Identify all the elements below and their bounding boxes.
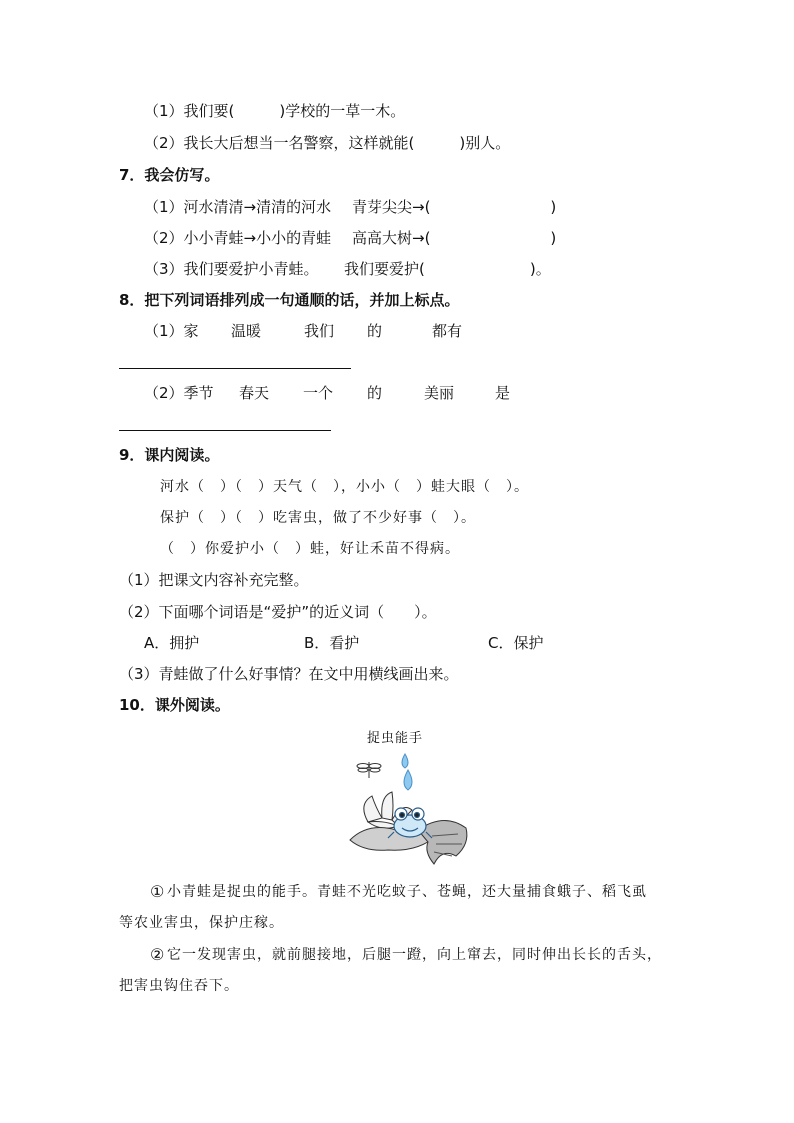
q7-item1a: （1）河水清清→清清的河水 [144,198,332,216]
q9-option-a[interactable]: A．拥护 [144,634,200,652]
q8-item2-word: 的 [367,384,383,402]
q9-title: 9．课内阅读。 [119,446,220,464]
q9-sub1: （1）把课文内容补充完整。 [119,571,309,589]
q8-answer-line-1[interactable] [119,368,351,369]
q8-item2-word: 春天 [239,384,270,402]
water-drop-icon [402,754,412,790]
q8-item2-num: （2）季节 [144,384,214,402]
q8-title: 8．把下列词语排列成一句通顺的话，并加上标点。 [119,291,460,309]
q8-item1-word: 的 [367,322,383,340]
q8-item1-num: （1）家 [144,322,199,340]
q9-sub3: （3）青蛙做了什么好事情？在文中用横线画出来。 [119,665,459,683]
q8-item2-word: 一个 [303,384,334,402]
q9-sub2: （2）下面哪个词语是“爱护”的近义词（ ）。 [119,603,437,621]
q8-item1-word: 我们 [304,322,335,340]
q8-answer-line-2[interactable] [119,430,331,431]
q10-title: 10．课外阅读。 [119,696,230,714]
q6-item1: （1）我们要( )学校的一草一木。 [144,102,406,120]
paragraph-1-number: ① [150,882,166,901]
q7-title: 7．我会仿写。 [119,166,220,184]
q7-item2a: （2）小小青蛙→小小的青蛙 [144,229,332,247]
q9-poem-line2: 保护（ ）（ ）吃害虫，做了不少好事（ ）。 [160,510,476,526]
q8-item2-word: 是 [495,384,511,402]
q6-item2: （2）我长大后想当一名警察，这样就能( )别人。 [144,134,511,152]
paragraph-2-number: ② [150,945,166,964]
dragonfly-icon [357,762,381,778]
q9-poem-line1: 河水（ ）（ ）天气（ ），小小（ ）蛙大眼（ ）。 [160,479,529,495]
q8-item2-word: 美丽 [424,384,455,402]
frog-lotus-illustration [348,752,473,870]
q7-item3a: （3）我们要爱护小青蛙。 [144,260,319,278]
paragraph-1-line2: 等农业害虫，保护庄稼。 [119,915,284,931]
q8-item1-word: 都有 [432,322,463,340]
paragraph-1-line1: 小青蛙是捉虫的能手。青蛙不光吃蚊子、苍蝇，还大量捕食蛾子、稻飞虱 [167,884,647,900]
q9-option-c[interactable]: C．保护 [488,634,544,652]
q7-item3b: 我们要爱护( )。 [344,260,551,278]
q7-item1b: 青芽尖尖→( ) [352,198,557,216]
q7-item2b: 高高大树→( ) [352,229,557,247]
paragraph-2-line1: 它一发现害虫，就前腿接地，后腿一蹬，向上窜去，同时伸出长长的舌头， [167,947,662,963]
paragraph-2-line2: 把害虫钩住吞下。 [119,978,239,994]
q8-item1-word: 温暖 [231,322,262,340]
q9-poem-line3: （ ）你爱护小（ ）蛙，好让禾苗不得病。 [160,541,460,557]
story-title: 捉虫能手 [367,731,424,746]
q9-option-b[interactable]: B．看护 [304,634,360,652]
